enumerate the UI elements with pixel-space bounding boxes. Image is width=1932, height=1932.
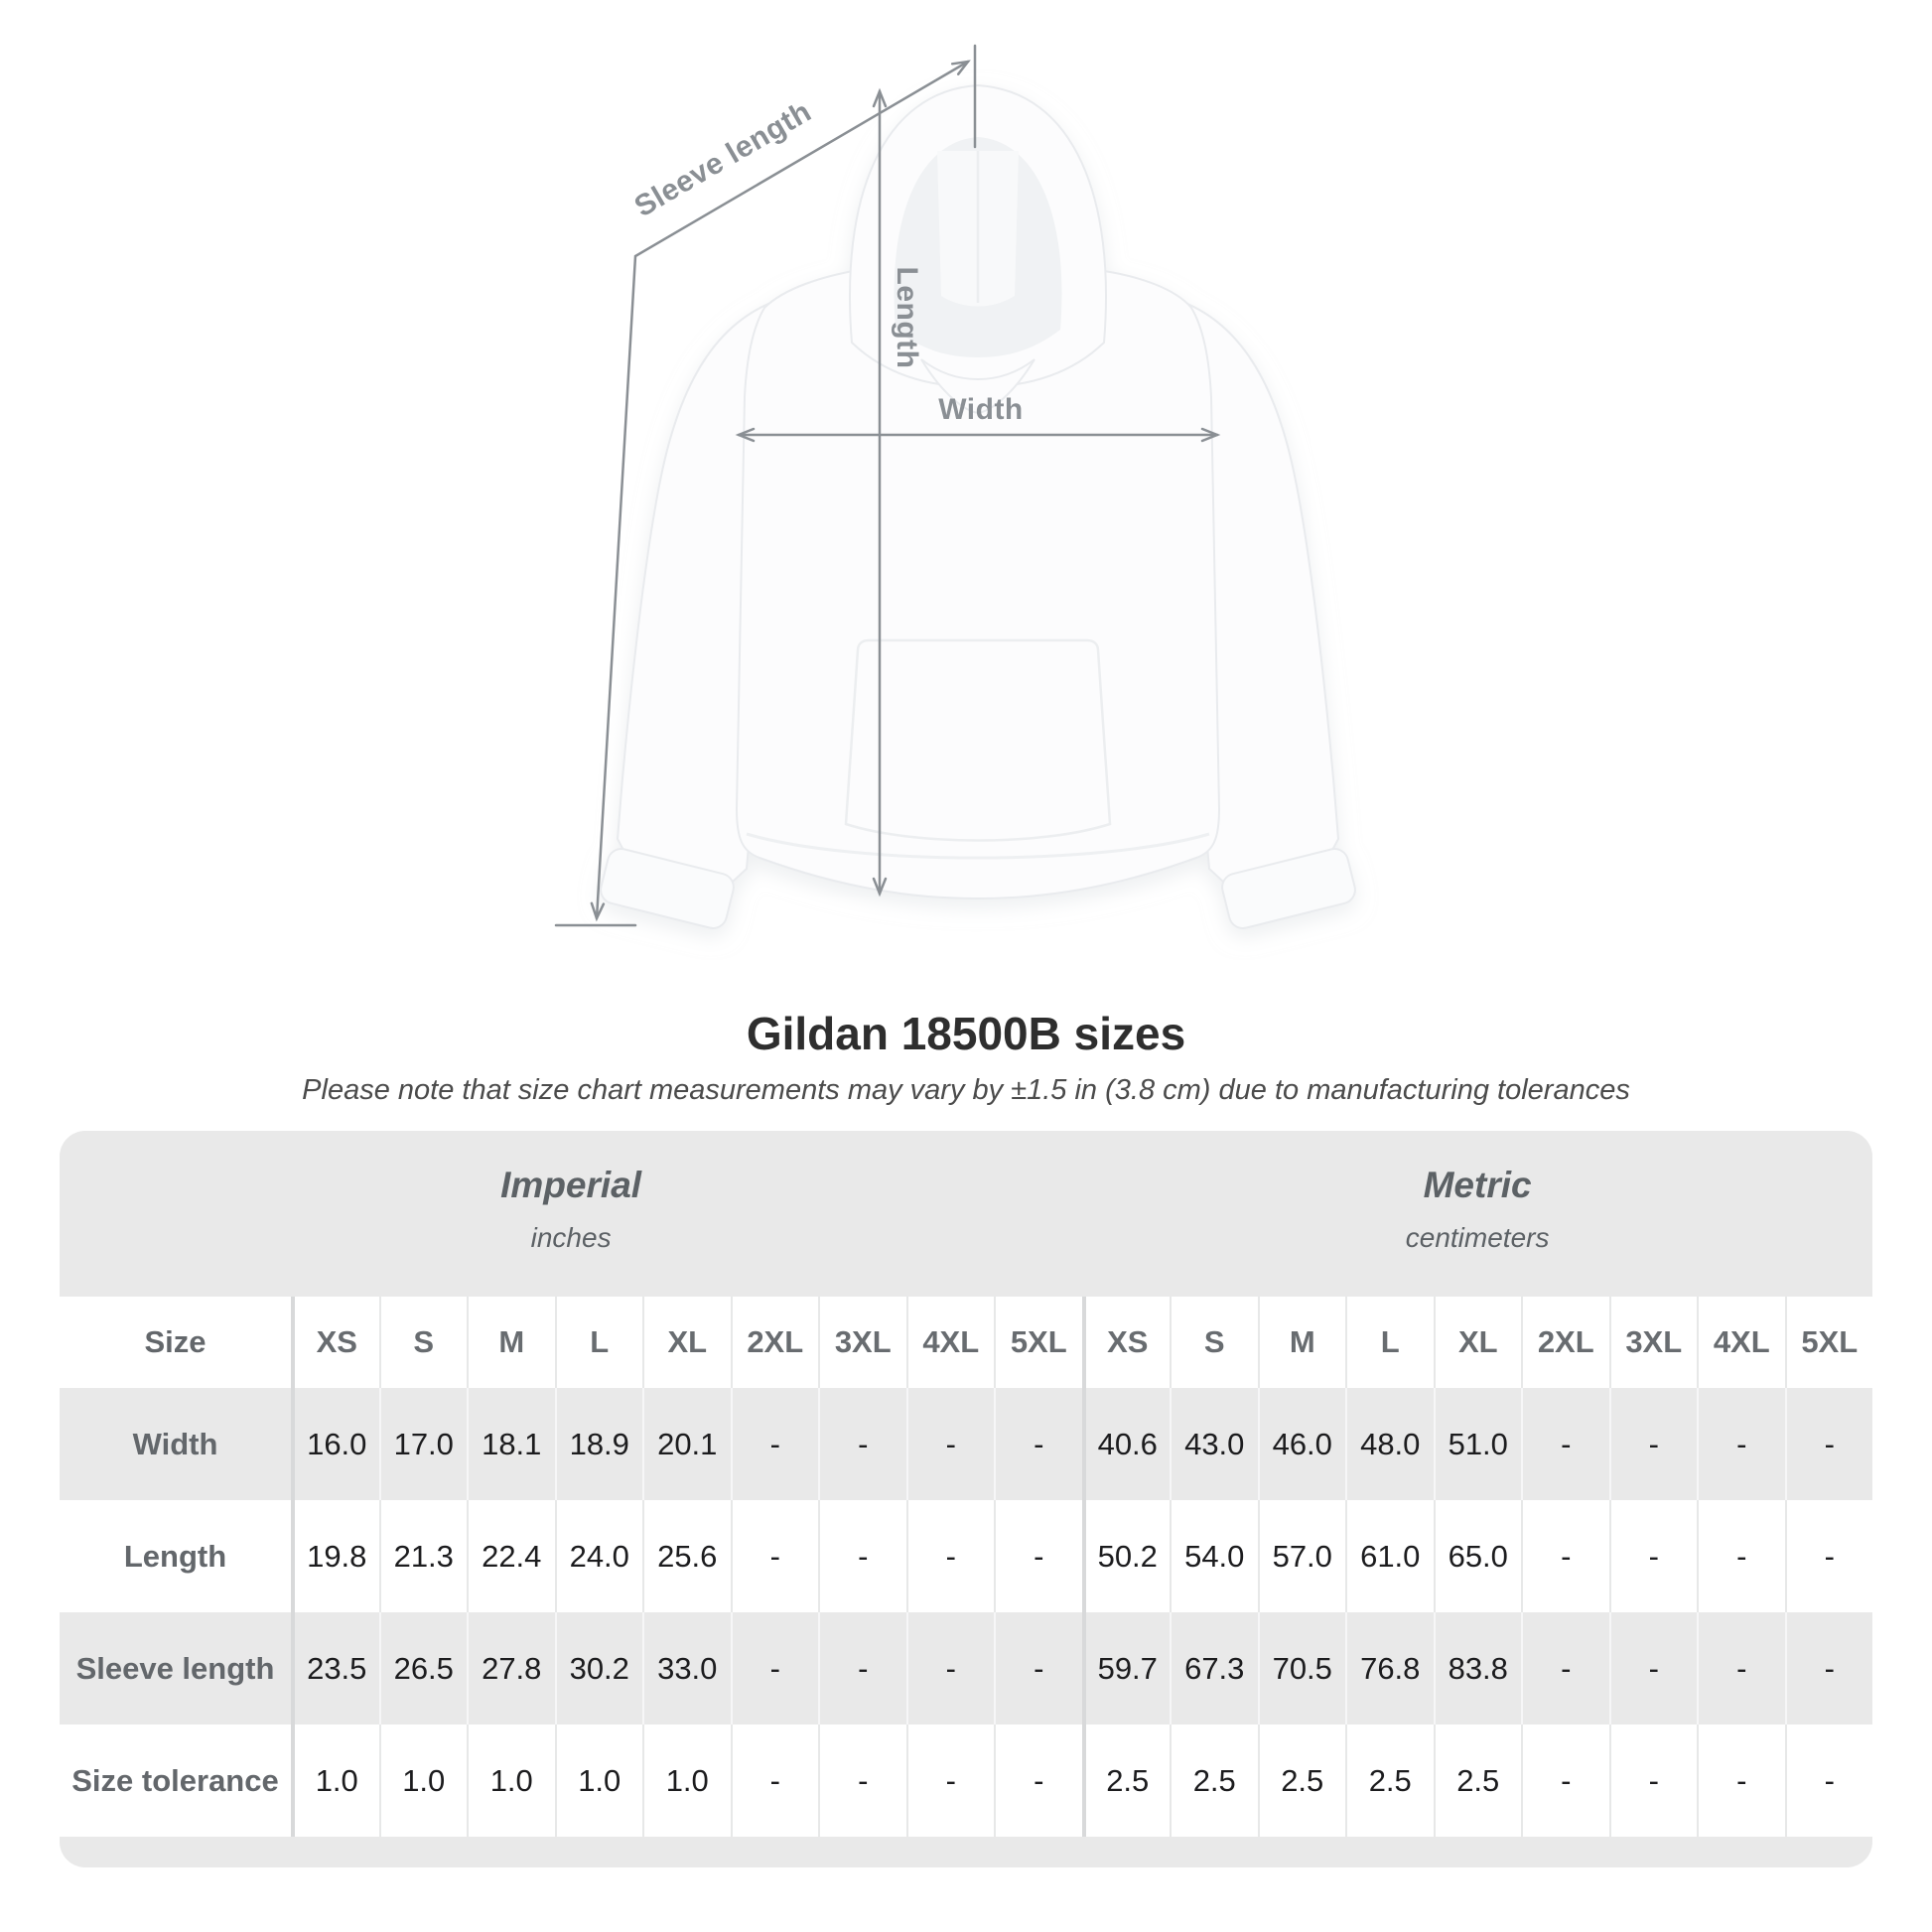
- column-header-metric-5xl: 5XL: [1785, 1297, 1873, 1388]
- cell-imperial: 33.0: [642, 1612, 731, 1725]
- metric-section-header: [1082, 1131, 1872, 1297]
- cell-imperial: 21.3: [379, 1500, 468, 1612]
- column-header-metric-xs: XS: [1082, 1297, 1171, 1388]
- cell-imperial: -: [731, 1725, 819, 1837]
- cell-imperial: 25.6: [642, 1500, 731, 1612]
- imperial-label: Imperial: [500, 1165, 642, 1205]
- column-header-imperial-4xl: 4XL: [906, 1297, 995, 1388]
- row-label: Length: [60, 1500, 291, 1612]
- size-chart-card: [60, 1131, 1872, 1867]
- cell-imperial: -: [818, 1612, 906, 1725]
- cell-metric: -: [1521, 1612, 1609, 1725]
- column-header-imperial-3xl: 3XL: [818, 1297, 906, 1388]
- cell-imperial: 1.0: [555, 1725, 643, 1837]
- cell-imperial: 20.1: [642, 1388, 731, 1500]
- cell-imperial: 24.0: [555, 1500, 643, 1612]
- cell-imperial: 19.8: [291, 1500, 379, 1612]
- cell-metric: 59.7: [1082, 1612, 1171, 1725]
- hoodie-pocket: [846, 640, 1110, 841]
- cell-metric: -: [1785, 1612, 1873, 1725]
- cell-metric: 67.3: [1170, 1612, 1258, 1725]
- cell-metric: 2.5: [1434, 1725, 1522, 1837]
- cell-metric: 2.5: [1082, 1725, 1171, 1837]
- cell-imperial: 26.5: [379, 1612, 468, 1725]
- cell-imperial: -: [906, 1725, 995, 1837]
- cell-imperial: 22.4: [467, 1500, 555, 1612]
- cell-imperial: -: [731, 1612, 819, 1725]
- column-header-metric-s: S: [1170, 1297, 1258, 1388]
- cell-metric: 54.0: [1170, 1500, 1258, 1612]
- cell-imperial: 1.0: [291, 1725, 379, 1837]
- cell-metric: 2.5: [1345, 1725, 1434, 1837]
- column-header-metric-m: M: [1258, 1297, 1346, 1388]
- cell-metric: 70.5: [1258, 1612, 1346, 1725]
- cell-imperial: 30.2: [555, 1612, 643, 1725]
- cell-imperial: 23.5: [291, 1612, 379, 1725]
- cell-metric: 65.0: [1434, 1500, 1522, 1612]
- column-header-metric-4xl: 4XL: [1697, 1297, 1785, 1388]
- cell-metric: -: [1785, 1725, 1873, 1837]
- cell-metric: 61.0: [1345, 1500, 1434, 1612]
- cell-metric: 51.0: [1434, 1388, 1522, 1500]
- cell-imperial: 18.1: [467, 1388, 555, 1500]
- column-header-imperial-xl: XL: [642, 1297, 731, 1388]
- cell-imperial: 1.0: [642, 1725, 731, 1837]
- cell-metric: 40.6: [1082, 1388, 1171, 1500]
- cell-imperial: -: [818, 1725, 906, 1837]
- cell-imperial: -: [731, 1388, 819, 1500]
- cell-metric: 2.5: [1170, 1725, 1258, 1837]
- cell-metric: -: [1697, 1612, 1785, 1725]
- column-header-size: Size: [60, 1297, 291, 1388]
- cell-metric: -: [1609, 1612, 1698, 1725]
- row-label: Sleeve length: [60, 1612, 291, 1725]
- sleeve-length-label: Sleeve length: [628, 94, 817, 224]
- cell-imperial: -: [906, 1388, 995, 1500]
- column-header-imperial-xs: XS: [291, 1297, 379, 1388]
- metric-unit-label: centimeters: [1405, 1222, 1550, 1253]
- cell-metric: 57.0: [1258, 1500, 1346, 1612]
- column-header-imperial-l: L: [555, 1297, 643, 1388]
- cell-imperial: 1.0: [467, 1725, 555, 1837]
- cell-imperial: 18.9: [555, 1388, 643, 1500]
- width-label: Width: [938, 393, 1024, 426]
- column-header-imperial-m: M: [467, 1297, 555, 1388]
- cell-imperial: -: [906, 1500, 995, 1612]
- cell-metric: -: [1785, 1388, 1873, 1500]
- length-label: Length: [891, 266, 923, 369]
- cell-imperial: -: [994, 1388, 1082, 1500]
- cell-metric: 46.0: [1258, 1388, 1346, 1500]
- cell-metric: -: [1697, 1725, 1785, 1837]
- cell-imperial: 1.0: [379, 1725, 468, 1837]
- column-header-imperial-s: S: [379, 1297, 468, 1388]
- cell-metric: -: [1609, 1388, 1698, 1500]
- cell-metric: 43.0: [1170, 1388, 1258, 1500]
- column-header-metric-3xl: 3XL: [1609, 1297, 1698, 1388]
- cell-metric: -: [1521, 1500, 1609, 1612]
- metric-label: Metric: [1423, 1165, 1532, 1205]
- column-header-imperial-2xl: 2XL: [731, 1297, 819, 1388]
- size-table: [60, 1297, 1872, 1837]
- cell-metric: 2.5: [1258, 1725, 1346, 1837]
- imperial-unit-label: inches: [530, 1222, 612, 1253]
- cell-imperial: 17.0: [379, 1388, 468, 1500]
- cell-metric: 48.0: [1345, 1388, 1434, 1500]
- cell-imperial: -: [818, 1388, 906, 1500]
- column-header-metric-xl: XL: [1434, 1297, 1522, 1388]
- cell-metric: -: [1609, 1500, 1698, 1612]
- column-header-metric-l: L: [1345, 1297, 1434, 1388]
- cell-imperial: -: [818, 1500, 906, 1612]
- units-header-row: [60, 1131, 1872, 1297]
- cell-imperial: 16.0: [291, 1388, 379, 1500]
- row-label: Size tolerance: [60, 1725, 291, 1837]
- cell-metric: 50.2: [1082, 1500, 1171, 1612]
- cell-metric: -: [1785, 1500, 1873, 1612]
- cell-metric: -: [1609, 1725, 1698, 1837]
- cell-imperial: -: [994, 1612, 1082, 1725]
- cell-metric: 76.8: [1345, 1612, 1434, 1725]
- cell-metric: -: [1697, 1388, 1785, 1500]
- row-label: Width: [60, 1388, 291, 1500]
- cell-imperial: -: [994, 1725, 1082, 1837]
- page-subtitle: Please note that size chart measurements may vary by ±1.5 in (3.8 cm) due to manufacturing tolerances: [302, 1074, 1630, 1106]
- page-title: Gildan 18500B sizes: [746, 1008, 1186, 1059]
- column-header-imperial-5xl: 5XL: [994, 1297, 1082, 1388]
- imperial-section-header: [60, 1131, 1082, 1297]
- column-header-metric-2xl: 2XL: [1521, 1297, 1609, 1388]
- cell-imperial: -: [994, 1500, 1082, 1612]
- cell-imperial: 27.8: [467, 1612, 555, 1725]
- cell-metric: -: [1521, 1388, 1609, 1500]
- cell-imperial: -: [731, 1500, 819, 1612]
- cell-metric: -: [1521, 1725, 1609, 1837]
- cell-metric: 83.8: [1434, 1612, 1522, 1725]
- cell-imperial: -: [906, 1612, 995, 1725]
- cell-metric: -: [1697, 1500, 1785, 1612]
